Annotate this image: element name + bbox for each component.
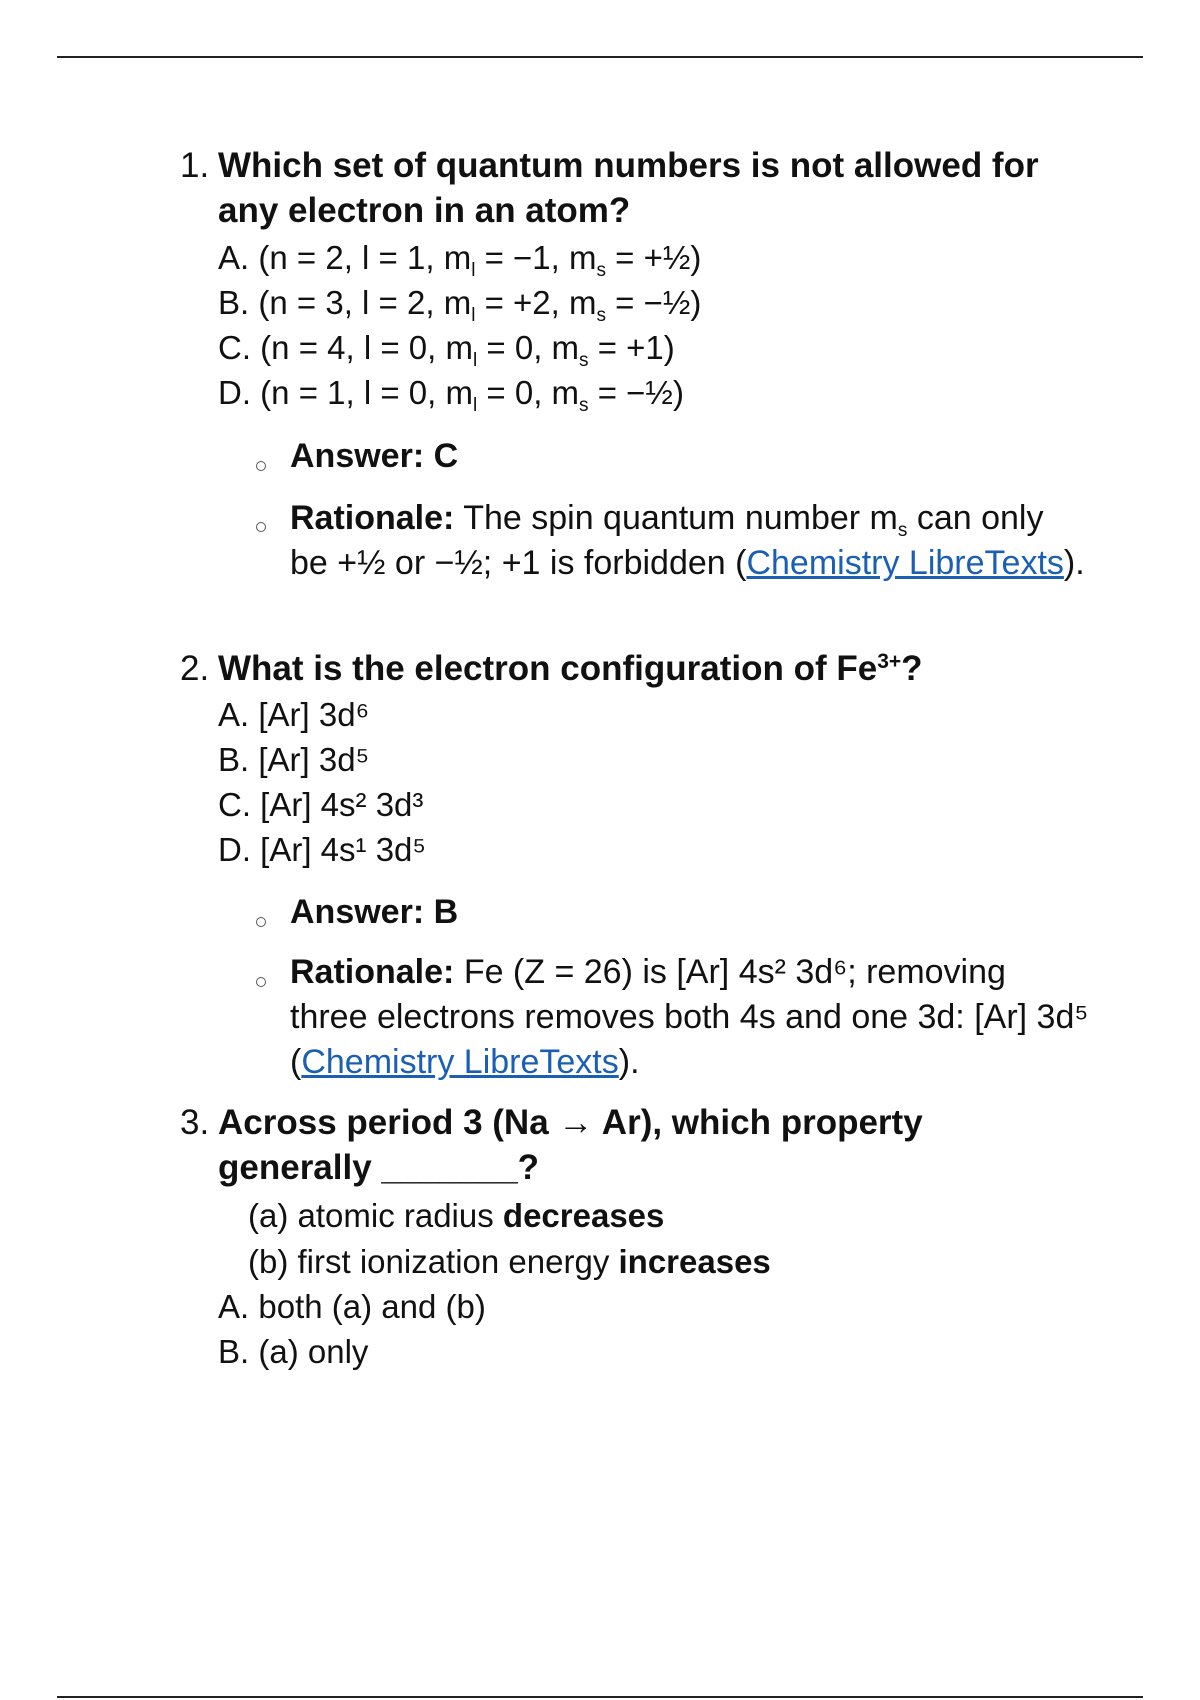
l-value: 0 bbox=[408, 329, 428, 366]
rationale-end: ). bbox=[1063, 544, 1085, 582]
prompt-text: What is the electron configuration of Fe bbox=[218, 649, 878, 688]
l-value: 2 bbox=[406, 284, 426, 321]
q1-option-a: A. (n = 2, l = 1, $m_l = -1$, $m_s$ = +½) bbox=[218, 239, 702, 281]
l-label: l bbox=[362, 239, 370, 276]
option-letter: B. bbox=[218, 284, 250, 321]
option-letter: D. bbox=[218, 831, 251, 868]
n-value: 1 bbox=[327, 374, 346, 411]
q1-answer bbox=[290, 434, 1090, 479]
option-letter: B. bbox=[218, 1333, 250, 1370]
source-link[interactable]: Chemistry LibreTexts bbox=[746, 544, 1064, 582]
ms-value: +½ bbox=[643, 239, 691, 276]
q3-option-b bbox=[218, 1332, 368, 1372]
option-text: [Ar] 3d⁶ bbox=[258, 696, 370, 733]
question-prompt: Which set of quantum numbers is not allowed for any electron in an atom? bbox=[218, 146, 1039, 230]
q2-option-a bbox=[218, 695, 369, 735]
question-1-heading bbox=[180, 143, 1100, 233]
ms-value: −½ bbox=[626, 374, 673, 411]
ms-value: +1 bbox=[626, 329, 664, 366]
q2-option-c bbox=[218, 785, 423, 825]
q3-statement-a bbox=[248, 1196, 664, 1236]
l-value: 1 bbox=[406, 239, 426, 276]
statement-emphasis: decreases bbox=[502, 1197, 665, 1234]
q2-answer bbox=[290, 890, 1090, 935]
bottom-rule bbox=[57, 1696, 1143, 1698]
m-label: m bbox=[551, 329, 580, 366]
option-text: both (a) and (b) bbox=[258, 1288, 486, 1325]
option-letter: A. bbox=[218, 239, 250, 276]
m-label: m bbox=[569, 239, 597, 276]
rationale-text: The spin quantum number m bbox=[463, 499, 898, 537]
ms-subscript: s bbox=[897, 520, 908, 541]
q2-option-b bbox=[218, 740, 369, 780]
answer-label: Answer: bbox=[290, 893, 425, 931]
n-label: n bbox=[269, 284, 288, 321]
ml-subscript: l bbox=[473, 395, 478, 416]
m-label: m bbox=[443, 239, 472, 276]
ml-value: −1 bbox=[513, 239, 551, 276]
option-letter: C. bbox=[218, 329, 251, 366]
m-label: m bbox=[551, 374, 580, 411]
option-letter: C. bbox=[218, 786, 251, 823]
statement-text: (a) atomic radius bbox=[248, 1197, 503, 1234]
question-number: 3. bbox=[180, 1103, 210, 1142]
option-text: (a) only bbox=[258, 1333, 369, 1370]
ml-value: 0 bbox=[514, 374, 534, 411]
rationale-label: Rationale: bbox=[290, 499, 455, 537]
source-link[interactable]: Chemistry LibreTexts bbox=[301, 1043, 619, 1081]
q1-rationale bbox=[290, 496, 1090, 586]
question-number: 2. bbox=[180, 649, 210, 688]
option-text: [Ar] 4s² 3d³ bbox=[260, 786, 424, 823]
ms-subscript: s bbox=[596, 260, 606, 281]
prompt-end: ? bbox=[901, 649, 923, 688]
statement-text: (b) first ionization energy bbox=[248, 1243, 619, 1280]
option-letter: D. bbox=[218, 374, 251, 411]
question-prompt bbox=[218, 646, 1100, 691]
n-label: n bbox=[271, 374, 290, 411]
n-label: n bbox=[269, 239, 288, 276]
ml-subscript: l bbox=[473, 350, 478, 371]
n-label: n bbox=[271, 329, 290, 366]
l-label: l bbox=[362, 284, 370, 321]
question-2-heading bbox=[180, 646, 1100, 691]
m-label: m bbox=[569, 284, 597, 321]
answer-value: C bbox=[433, 437, 459, 475]
q1-option-c: C. (n = 4, l = 0, $m_l = 0$, $m_s = +1$) bbox=[218, 329, 675, 371]
m-label: m bbox=[445, 329, 473, 366]
q2-option-d bbox=[218, 830, 426, 870]
ml-value: 0 bbox=[514, 329, 534, 366]
question-prompt: Across period 3 (Na → Ar), which property generally _______? bbox=[218, 1103, 923, 1187]
bullet-icon bbox=[256, 977, 266, 987]
ms-subscript: s bbox=[579, 350, 589, 371]
question-number: 1. bbox=[180, 146, 210, 185]
rationale-end: ). bbox=[618, 1043, 640, 1081]
option-letter: B. bbox=[218, 741, 250, 778]
rationale-text: Fe (Z = 26) is [Ar] 4s² 3d⁶; removing three electrons removes both 4s and one 3d: [Ar] 3d⁵ ( bbox=[290, 953, 1089, 1081]
q3-option-a bbox=[218, 1287, 486, 1327]
n-value: 2 bbox=[325, 239, 344, 276]
ms-value: −½ bbox=[643, 284, 691, 321]
n-value: 3 bbox=[325, 284, 344, 321]
bullet-icon bbox=[256, 461, 266, 471]
q3-statement-b bbox=[248, 1242, 771, 1282]
m-label: m bbox=[445, 374, 473, 411]
answer-value: B bbox=[433, 893, 459, 931]
option-letter: A. bbox=[218, 1288, 250, 1325]
ml-subscript: l bbox=[471, 260, 476, 281]
ml-value: +2 bbox=[513, 284, 551, 321]
option-letter: A. bbox=[218, 696, 250, 733]
answer-label: Answer: bbox=[290, 437, 425, 475]
statement-emphasis: increases bbox=[618, 1243, 771, 1280]
bullet-icon bbox=[256, 917, 266, 927]
ml-subscript: l bbox=[471, 305, 476, 326]
q2-rationale bbox=[290, 950, 1090, 1085]
ms-subscript: s bbox=[579, 395, 589, 416]
n-value: 4 bbox=[327, 329, 346, 366]
rationale-label: Rationale: bbox=[290, 953, 455, 991]
bullet-icon bbox=[256, 522, 266, 532]
l-value: 0 bbox=[408, 374, 428, 411]
l-label: l bbox=[363, 329, 372, 366]
l-label: l bbox=[363, 374, 372, 411]
option-text: [Ar] 3d⁵ bbox=[258, 741, 370, 778]
rationale-text-cont: can only be +½ or −½; +1 is forbidden ( bbox=[290, 499, 1044, 582]
question-3-heading bbox=[180, 1100, 1010, 1190]
option-text: [Ar] 4s¹ 3d⁵ bbox=[260, 831, 427, 868]
charge-superscript: 3+ bbox=[877, 650, 902, 673]
q1-option-d: D. (n = 1, l = 0, $m_l = 0$, $m_s$ = −½) bbox=[218, 374, 684, 416]
ms-subscript: s bbox=[596, 305, 606, 326]
m-label: m bbox=[443, 284, 472, 321]
q1-option-b: B. (n = 3, l = 2, $m_l = +2$, $m_s$ = −½) bbox=[218, 284, 702, 326]
top-rule bbox=[57, 56, 1143, 58]
